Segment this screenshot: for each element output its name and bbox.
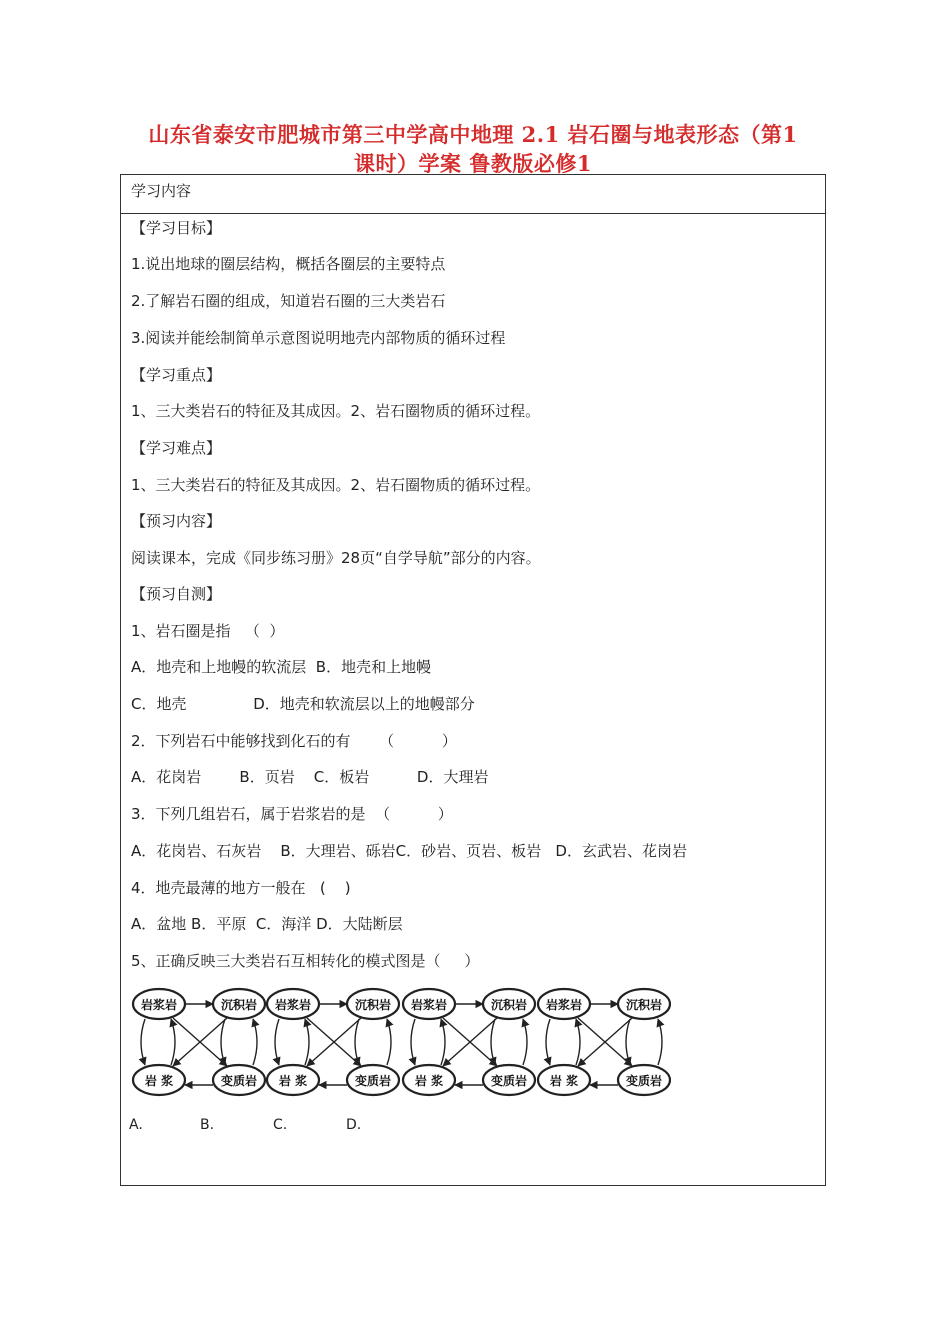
section-heading-objectives: 【学习目标】	[131, 219, 222, 237]
option-a-label: A.	[129, 1117, 143, 1133]
cycle-arrow	[626, 1019, 630, 1065]
document-title	[120, 120, 826, 178]
objective-item: 2.了解岩石圈的组成，知道岩石圈的三大类岩石	[131, 292, 446, 310]
magma-node-label: 岩 浆	[414, 1074, 444, 1088]
igneous-rock-node-label: 岩浆岩	[274, 998, 312, 1012]
title-line-1: 山东省泰安市肥城市第三中学高中地理 2.1 岩石圈与地表形态（第1	[148, 122, 798, 147]
cycle-arrow	[491, 1019, 495, 1065]
question-1-options-ab: A．地壳和上地幔的软流层 B．地壳和上地幔	[131, 658, 432, 676]
metamorphic-rock-node-label: 变质岩	[354, 1074, 392, 1088]
cycle-arrow	[411, 1019, 415, 1065]
magma-node-label: 岩 浆	[549, 1074, 579, 1088]
sedimentary-rock-node-label: 沉积岩	[354, 998, 392, 1012]
cycle-arrow	[171, 1019, 175, 1065]
section-heading-key-points: 【学习重点】	[131, 366, 222, 384]
table-content-cell	[120, 212, 826, 1186]
key-points-text: 1、三大类岩石的特征及其成因。2、岩石圈物质的循环过程。	[131, 402, 541, 420]
question-3-options: A．花岗岩、石灰岩 B．大理岩、砾岩C．砂岩、页岩、板岩 D．玄武岩、花岗岩	[131, 842, 687, 860]
cycle-arrow	[221, 1019, 225, 1065]
cycle-arrow	[387, 1019, 391, 1065]
diagram-c	[403, 989, 535, 1095]
cycle-arrow	[658, 1019, 662, 1065]
question-5: 5、正确反映三大类岩石互相转化的模式图是（ ）	[131, 952, 480, 970]
preview-text: 阅读课本，完成《同步练习册》28页“自学导航”部分的内容。	[131, 549, 541, 567]
section-heading-preview: 【预习内容】	[131, 512, 222, 530]
cycle-arrow	[355, 1019, 359, 1065]
diagram-b	[267, 989, 399, 1095]
cycle-arrow	[305, 1019, 309, 1065]
option-c-label: C.	[273, 1117, 288, 1133]
question-2: 2．下列岩石中能够找到化石的有 （ ）	[131, 732, 457, 750]
question-4: 4．地壳最薄的地方一般在 ( )	[131, 879, 351, 897]
table-header-cell	[120, 174, 826, 214]
question-1-options-cd: C．地壳 D．地壳和软流层以上的地幔部分	[131, 695, 475, 713]
magma-node-label: 岩 浆	[144, 1074, 174, 1088]
sedimentary-rock-node-label: 沉积岩	[490, 998, 528, 1012]
cycle-arrow	[523, 1019, 527, 1065]
cycle-arrow	[141, 1019, 145, 1065]
table-header-label: 学习内容	[131, 182, 192, 200]
metamorphic-rock-node-label: 变质岩	[220, 1074, 258, 1088]
metamorphic-rock-node-label: 变质岩	[490, 1074, 528, 1088]
option-b-label: B.	[200, 1117, 215, 1133]
objective-item: 1.说出地球的圈层结构，概括各圈层的主要特点	[131, 255, 446, 273]
cycle-arrow	[576, 1019, 580, 1065]
igneous-rock-node-label: 岩浆岩	[140, 998, 178, 1012]
section-heading-difficulties: 【学习难点】	[131, 439, 222, 457]
sedimentary-rock-node-label: 沉积岩	[625, 998, 663, 1012]
cycle-arrow	[275, 1019, 279, 1065]
question-1: 1、岩石圈是指 （ ）	[131, 622, 285, 640]
difficulties-text: 1、三大类岩石的特征及其成因。2、岩石圈物质的循环过程。	[131, 476, 541, 494]
cycle-arrow	[441, 1019, 445, 1065]
diagram-d	[538, 989, 670, 1095]
cycle-arrow	[253, 1019, 257, 1065]
magma-node-label: 岩 浆	[278, 1074, 308, 1088]
igneous-rock-node-label: 岩浆岩	[545, 998, 583, 1012]
objective-item: 3.阅读并能绘制简单示意图说明地壳内部物质的循环过程	[131, 329, 506, 347]
title-line-2: 课时）学案 鲁教版必修1	[354, 151, 592, 176]
metamorphic-rock-node-label: 变质岩	[625, 1074, 663, 1088]
question-3: 3．下列几组岩石，属于岩浆岩的是 （ ）	[131, 805, 453, 823]
rock-cycle-diagrams	[131, 986, 671, 1104]
option-d-label: D.	[346, 1117, 362, 1133]
question-2-options: A．花岗岩 B．页岩 C．板岩 D．大理岩	[131, 768, 489, 786]
igneous-rock-node-label: 岩浆岩	[410, 998, 448, 1012]
diagram-a	[133, 989, 265, 1095]
section-heading-self-test: 【预习自测】	[131, 585, 222, 603]
sedimentary-rock-node-label: 沉积岩	[220, 998, 258, 1012]
question-4-options: A．盆地 B．平原 C．海洋 D．大陆断层	[131, 915, 403, 933]
cycle-arrow	[546, 1019, 550, 1065]
